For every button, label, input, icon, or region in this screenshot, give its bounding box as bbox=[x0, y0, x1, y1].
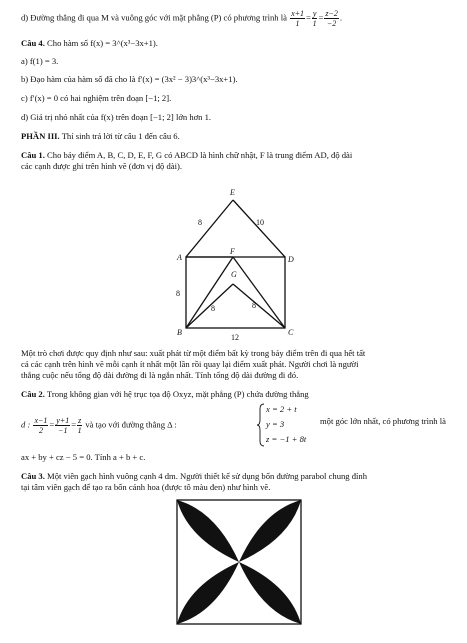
point-a: A bbox=[177, 253, 182, 262]
statement-d-text: d) Đường thẳng đi qua M và vuông góc với mặt phẳng (P) có phương trình là bbox=[21, 12, 287, 23]
label-bg: 8 bbox=[211, 304, 215, 313]
q1-after3: thắng cuộc nếu tổng độ dài đường đi là ngắn nhất. Tính tổng độ dài đường đi đó. bbox=[21, 370, 299, 380]
q3-label: Câu 3. bbox=[21, 471, 45, 481]
edge-gc bbox=[233, 284, 285, 328]
point-f: F bbox=[230, 247, 235, 256]
q2-line3: ax + by + cz − 5 = 0. Tính a + b + c. bbox=[21, 452, 146, 462]
point-c: C bbox=[288, 328, 294, 337]
geometry-figure bbox=[160, 180, 310, 345]
q1-line1: Câu 1. Cho bảy điểm A, B, C, D, E, F, G có ABCD là hình chữ nhật, F là trung điểm AD, độ dài bbox=[21, 150, 353, 160]
q4-text: Cho hàm số f(x) = 3^(x³−3x+1). bbox=[47, 38, 158, 48]
frac-z: $\frac{z-2}{-2}$ bbox=[325, 9, 338, 28]
edge-ed bbox=[233, 200, 285, 257]
label-ae: 8 bbox=[198, 218, 202, 227]
point-e: E bbox=[230, 188, 235, 197]
q4-label: Câu 4. bbox=[21, 38, 45, 48]
system-eq1: x = 2 + t bbox=[266, 404, 297, 414]
q4-header bbox=[21, 38, 158, 49]
tile-figure bbox=[176, 499, 302, 625]
part3-text: Thí sinh trả lời từ câu 1 đến câu 6. bbox=[61, 131, 180, 141]
edge-fb bbox=[186, 257, 233, 328]
q2-line1: Câu 2. Trong không gian với hệ trục tọa độ Oxyz, mặt phẳng (P) chứa đường thẳng bbox=[21, 389, 309, 399]
q4-c: c) f′(x) = 0 có hai nghiệm trên đoạn [−1; 2]. bbox=[21, 93, 172, 103]
q3-line1: Câu 3. Một viên gạch hình vuông cạnh 4 dm. Người thiết kế sử dụng bốn đường parabol chung đỉnh bbox=[21, 471, 368, 481]
label-ed: 10 bbox=[256, 218, 264, 227]
rectangle-abcd bbox=[186, 257, 285, 328]
q1-line2: các cạnh được ghi trên hình vẽ (đơn vị độ dài). bbox=[21, 161, 182, 171]
q2-line2: d : $\frac{x-1}{2}$ = $\frac{y+1}{-1}$ = $\frac{z}{1}$ và tạo với đường thẳng Δ : bbox=[21, 416, 177, 435]
frac-x: $\frac{x+1}{1}$ bbox=[291, 9, 305, 28]
point-g: G bbox=[231, 270, 237, 279]
point-b: B bbox=[177, 328, 182, 337]
q4-a: a) f(1) = 3. bbox=[21, 56, 59, 66]
label-bc: 12 bbox=[231, 333, 239, 342]
system-brace bbox=[257, 403, 265, 447]
part3-title: PHẦN III. bbox=[21, 131, 60, 141]
q2-tail: một góc lớn nhất, có phương trình là bbox=[320, 416, 446, 426]
point-d: D bbox=[288, 255, 294, 264]
statement-d-line: d) Đường thẳng đi qua M và vuông góc với mặt phẳng (P) có phương trình là $\frac{x+1}{1}$ = $\frac{y}{1}$ = $\frac{z-2}{-2}$ . bbox=[21, 9, 342, 28]
label-gc: 8 bbox=[252, 301, 256, 310]
q1-after2: cả các cạnh trên hình vẽ mỗi cạnh ít nhất một lần rồi quay lại điểm xuất phát. Người chơi là người bbox=[21, 359, 359, 369]
part3-heading bbox=[21, 131, 180, 142]
d-frac-y: $\frac{y+1}{-1}$ bbox=[56, 416, 70, 435]
q4-d: d) Giá trị nhỏ nhất của f(x) trên đoạn [−1; 2] lớn hơn 1. bbox=[21, 112, 212, 122]
label-ab: 8 bbox=[176, 289, 180, 298]
d-frac-x: $\frac{x-1}{2}$ bbox=[34, 416, 48, 435]
q3-line2: tại tâm viên gạch để tạo ra bốn cánh hoa (được tô màu đen) như hình vẽ. bbox=[21, 482, 271, 492]
q1-label: Câu 1. bbox=[21, 150, 45, 160]
q1-after1: Một trò chơi được quy định như sau: xuất phát từ một điểm bất kỳ trong bảy điểm trên đi qua hết tất bbox=[21, 348, 366, 358]
system-eq2: y = 3 bbox=[266, 419, 285, 429]
system-eq3: z = −1 + 8t bbox=[266, 434, 307, 444]
d-frac-z: $\frac{z}{1}$ bbox=[77, 416, 82, 435]
q2-label: Câu 2. bbox=[21, 389, 45, 399]
frac-y: $\frac{y}{1}$ bbox=[312, 9, 317, 28]
edge-bg bbox=[186, 284, 233, 328]
edge-fc bbox=[233, 257, 285, 328]
edge-ae bbox=[186, 200, 233, 257]
q4-b: b) Đạo hàm của hàm số đã cho là f′(x) = (3x² − 3)3^(x³−3x+1). bbox=[21, 74, 238, 84]
